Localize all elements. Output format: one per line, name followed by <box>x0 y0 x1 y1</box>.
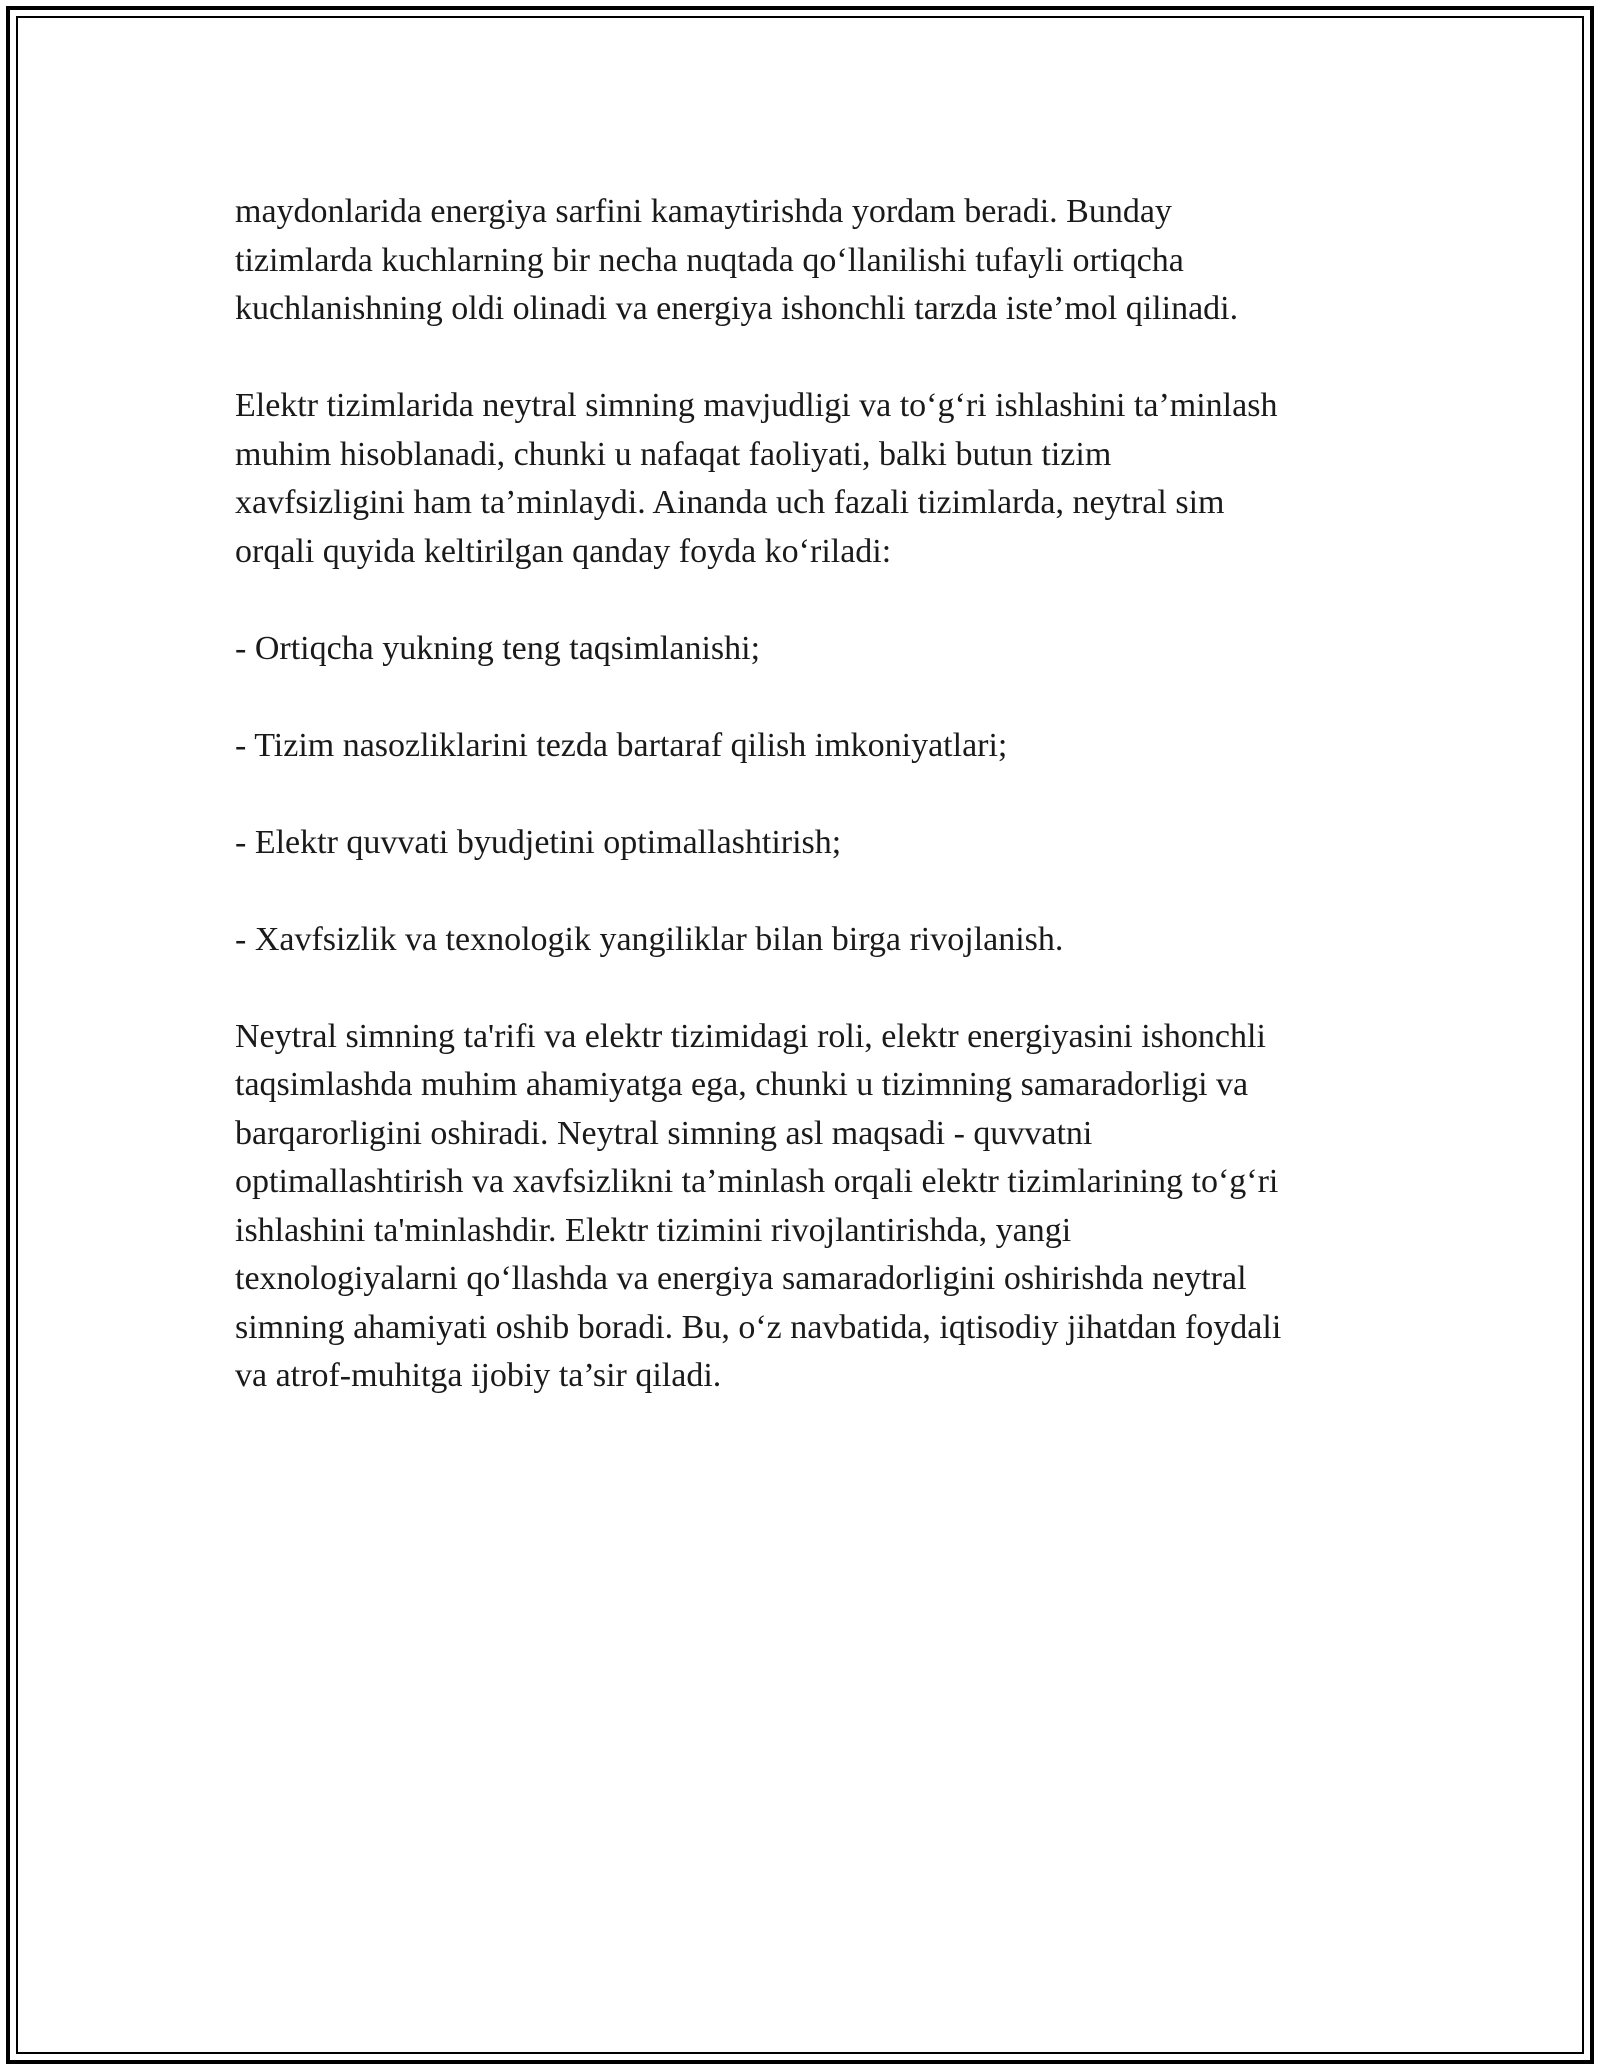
text-line: texnologiyalarni qo‘llashda va energiya samaradorligini oshirishda neytral <box>235 1260 1247 1297</box>
list-item-safety-innovation <box>235 916 1375 965</box>
list-item-text: - Ortiqcha yukning teng taqsimlanishi; <box>235 629 761 667</box>
text-line: optimallashtirish va xavfsizlikni ta’minlash orqali elektr tizimlarining to‘g‘ri <box>235 1163 1279 1200</box>
paragraph-intro-continuation <box>235 188 1375 334</box>
text-line: Neytral simning ta'rifi va elektr tizimidagi roli, elektr energiyasini ishonchli <box>235 1017 1266 1055</box>
text-line: simning ahamiyati oshib boradi. Bu, o‘z navbatida, iqtisodiy jihatdan foydali <box>235 1308 1282 1346</box>
list-item-text: - Tizim nasozliklarini tezda bartaraf qilish imkoniyatlari; <box>235 726 1008 764</box>
list-item-budget-optimization <box>235 819 1375 868</box>
text-line: barqarorligini oshiradi. Neytral simning asl maqsadi - quvvatni <box>235 1114 1093 1152</box>
text-line: tizimlarda kuchlarning bir necha nuqtada qo‘llanilishi tufayli ortiqcha <box>235 241 1184 279</box>
text-line: kuchlanishning oldi olinadi va energiya ishonchli tarzda iste’mol qilinadi. <box>235 290 1239 327</box>
text-line: va atrof-muhitga ijobiy ta’sir qiladi. <box>235 1357 722 1394</box>
list-item-fault-recovery <box>235 722 1375 771</box>
text-line: taqsimlashda muhim ahamiyatga ega, chunki u tizimning samaradorligi va <box>235 1066 1249 1103</box>
text-line: ishlashini ta'minlashdir. Elektr tizimini rivojlantirishda, yangi <box>235 1211 1072 1249</box>
text-line: xavfsizligini ham ta’minlaydi. Ainanda uch fazali tizimlarda, neytral sim <box>235 484 1225 521</box>
list-item-load-distribution <box>235 625 1375 674</box>
list-item-text: - Elektr quvvati byudjetini optimallashtirish; <box>235 823 842 861</box>
paragraph-conclusion <box>235 1013 1375 1401</box>
text-line: muhim hisoblanadi, chunki u nafaqat faoliyati, balki butun tizim <box>235 435 1112 473</box>
document-body <box>235 188 1375 1449</box>
list-item-text: - Xavfsizlik va texnologik yangiliklar bilan birga rivojlanish. <box>235 920 1064 958</box>
text-line: orqali quyida keltirilgan qanday foyda ko‘riladi: <box>235 532 892 570</box>
text-line: Elektr tizimlarida neytral simning mavjudligi va to‘g‘ri ishlashini ta’minlash <box>235 387 1278 424</box>
paragraph-neutral-importance <box>235 382 1375 576</box>
text-line: maydonlarida energiya sarfini kamaytirishda yordam beradi. Bunday <box>235 193 1172 230</box>
